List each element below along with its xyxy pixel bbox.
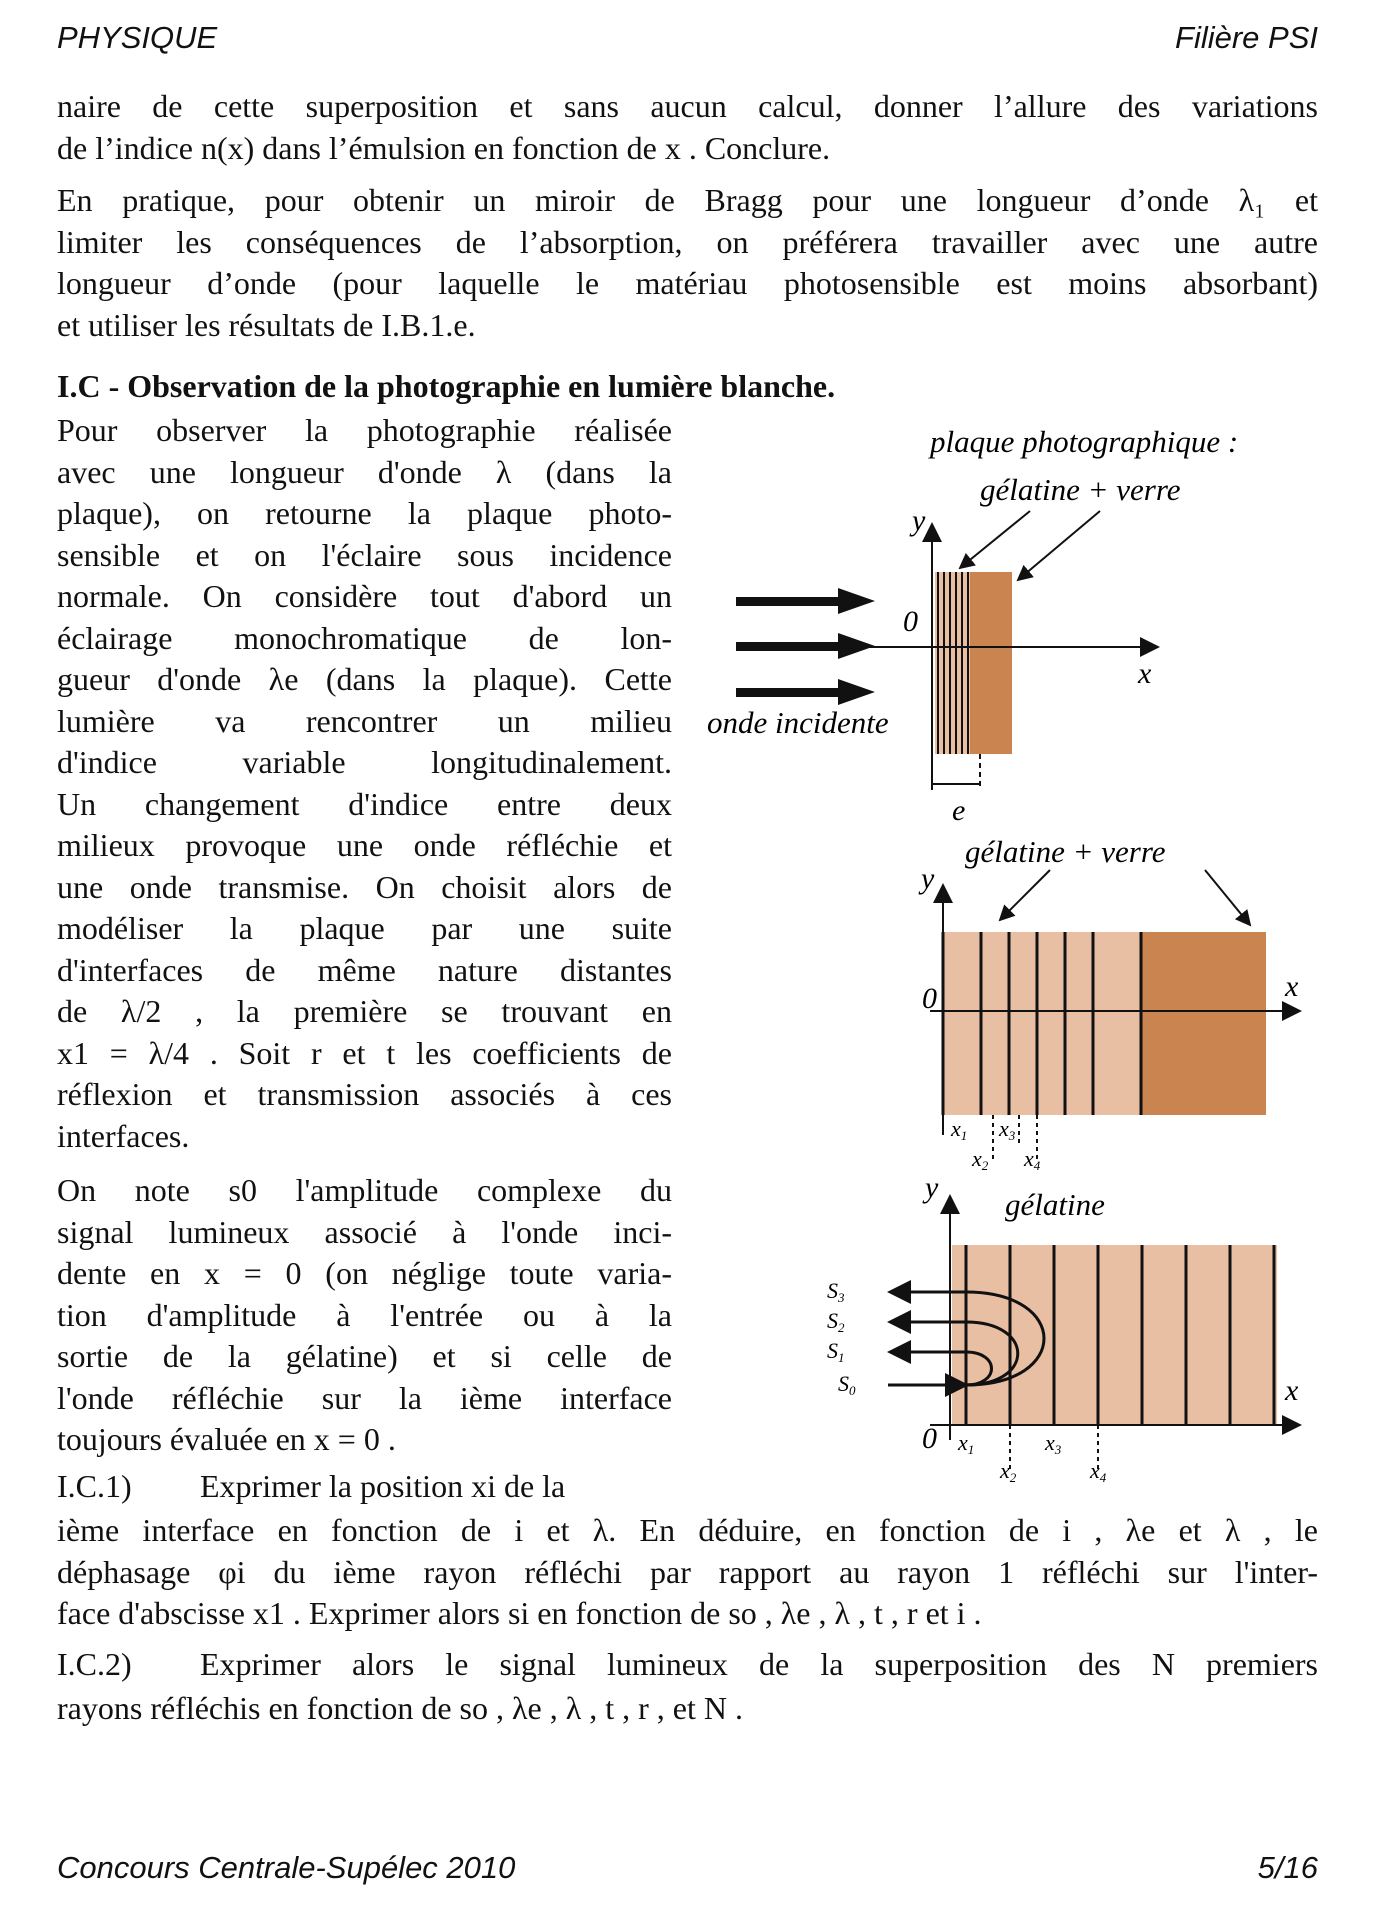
s1-label: S1 xyxy=(827,1338,845,1365)
text-line: longueur d’onde (pour laquelle le matériau photosensible est moins absorbant) xyxy=(57,265,1318,301)
fig2-caption: gélatine + verre xyxy=(965,834,1166,869)
fig2-x-label: x xyxy=(1285,970,1299,1003)
text-line: réflexion et transmission associés à ces xyxy=(57,1076,672,1112)
gelatin-layer xyxy=(935,572,970,754)
text-line: gueur d'onde λe (dans la plaque). Cette xyxy=(57,661,672,697)
text-line: rayons réfléchis en fonction de so , λe , λ , t , r , et N . xyxy=(57,1690,743,1726)
text-line: sensible et on l'éclaire sous incidence xyxy=(57,536,672,573)
question-label: I.C.1) xyxy=(57,1468,132,1504)
section-title: I.C - Observation de la photographie en lumière blanche. xyxy=(57,368,836,404)
footer-page-number: 5/16 xyxy=(1257,1850,1318,1885)
fig1-y-label: y xyxy=(912,504,926,537)
text-line: normale. On considère tout d'abord un xyxy=(57,578,672,614)
text-line: d'interfaces de même nature distantes xyxy=(57,951,672,988)
footer-exam: Concours Centrale-Supélec 2010 xyxy=(57,1850,516,1885)
text-line: sortie de la gélatine) et si celle de xyxy=(57,1338,672,1374)
header-subject: PHYSIQUE xyxy=(57,20,218,55)
fig1-caption1: plaque photographique : xyxy=(930,424,1239,459)
question-label: I.C.2) xyxy=(57,1646,132,1682)
fig3-caption: gélatine xyxy=(1005,1187,1105,1222)
fig1-x-label: x xyxy=(1138,657,1152,690)
text-line: signal lumineux associé à l'onde inci- xyxy=(57,1213,672,1250)
figure-2-interfaces xyxy=(918,834,1300,1173)
fig2-x2-label: x2 xyxy=(972,1146,989,1173)
s2-label: S2 xyxy=(827,1308,845,1335)
text-line: En pratique, pour obtenir un miroir de Bragg pour une longueur d’onde λ₁ et xyxy=(57,182,1318,218)
text-line: plaque), on retourne la plaque photo- xyxy=(57,495,672,531)
s3-label: S3 xyxy=(827,1278,845,1305)
question-text: Exprimer la position xi de la xyxy=(200,1468,566,1504)
fig3-x-label: x xyxy=(1285,1374,1299,1407)
fig3-x4-label: x4 xyxy=(1090,1458,1107,1485)
fig2-x4-label: x4 xyxy=(1024,1146,1041,1173)
text-line: de l’indice n(x) dans l’émulsion en fonction de x . Conclure. xyxy=(57,129,831,166)
fig2-x1-label: x1 xyxy=(951,1116,968,1143)
incident-wave-label: onde incidente xyxy=(707,705,889,740)
figure-1-incident xyxy=(707,424,1238,827)
pointer-glass xyxy=(1018,511,1100,580)
fig3-y-label: y xyxy=(925,1171,939,1204)
fig3-x2-label: x2 xyxy=(1000,1458,1017,1485)
text-line: d'indice variable longitudinalement. xyxy=(57,744,672,780)
text-line: interfaces. xyxy=(57,1117,190,1154)
text-line: limiter les conséquences de l’absorption, on préférera travailler avec une autre xyxy=(57,223,1318,260)
text-line: et utiliser les résultats de I.B.1.e. xyxy=(57,306,476,343)
text-line: de λ/2 , la première se trouvant en xyxy=(57,993,672,1029)
text-line: toujours évaluée en x = 0 . xyxy=(57,1421,396,1457)
text-line: face d'abscisse x1 . Exprimer alors si en fonction de so , λe , λ , t , r et i . xyxy=(57,1595,982,1631)
fig2-x3-label: x3 xyxy=(999,1116,1016,1143)
text-line: On note s0 l'amplitude complexe du xyxy=(57,1172,672,1208)
text-line: x1 = λ/4 . Soit r et t les coefficients de xyxy=(57,1034,672,1071)
figure-3-reflections xyxy=(827,1171,1300,1485)
fig3-x1-label: x1 xyxy=(958,1430,975,1457)
text-line: lumière va rencontrer un milieu xyxy=(57,702,672,739)
gelatin-layer xyxy=(943,932,1141,1115)
fig1-e-label: e xyxy=(952,794,966,827)
text-line: milieux provoque une onde réfléchie et xyxy=(57,827,672,863)
incident-arrows xyxy=(736,588,875,705)
fig2-origin: 0 xyxy=(922,982,937,1015)
text-line: Pour observer la photographie réalisée xyxy=(57,412,672,448)
glass-layer xyxy=(970,572,1012,754)
text-line: déphasage φi du ième rayon réfléchi par rapport au rayon 1 réfléchi sur l'inter- xyxy=(57,1553,1318,1590)
text-line: l'onde réfléchie sur la ième interface xyxy=(57,1379,672,1416)
text-line: éclairage monochromatique de lon- xyxy=(57,619,672,656)
fig1-caption2: gélatine + verre xyxy=(980,472,1181,507)
s0-label: S0 xyxy=(838,1371,856,1398)
text-line: avec une longueur d'onde λ (dans la xyxy=(57,453,672,490)
glass-layer xyxy=(1141,932,1266,1115)
header-track: Filière PSI xyxy=(1175,20,1318,55)
gelatin-layer xyxy=(952,1245,1277,1425)
pointer-gelatin xyxy=(960,511,1030,568)
fig1-origin: 0 xyxy=(903,605,918,638)
text-line: naire de cette superposition et sans aucun calcul, donner l’allure des variations xyxy=(57,88,1318,124)
fig3-x3-label: x3 xyxy=(1045,1430,1062,1457)
fig2-y-label: y xyxy=(921,862,935,895)
text-line: modéliser la plaque par une suite xyxy=(57,910,672,946)
fig3-origin: 0 xyxy=(922,1422,937,1455)
text-line: tion d'amplitude à l'entrée ou à la xyxy=(57,1296,672,1333)
text-line: une onde transmise. On choisit alors de xyxy=(57,868,672,905)
text-line: dente en x = 0 (on néglige toute varia- xyxy=(57,1255,672,1291)
question-text: Exprimer alors le signal lumineux de la superposition des N premiers xyxy=(200,1646,1318,1682)
text-line: ième interface en fonction de i et λ. En déduire, en fonction de i , λe et λ , le xyxy=(57,1512,1318,1548)
text-line: Un changement d'indice entre deux xyxy=(57,785,672,822)
